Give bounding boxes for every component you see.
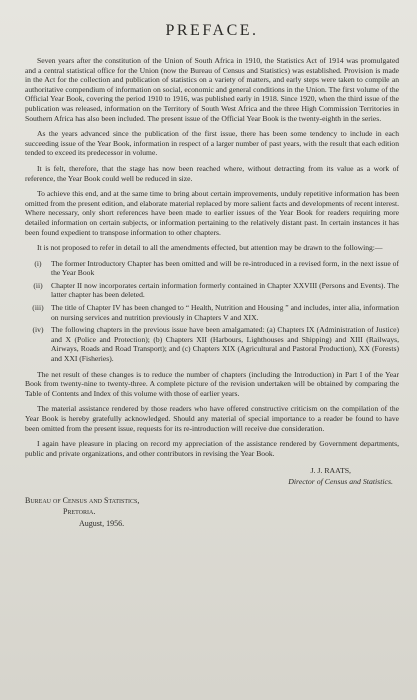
list-item — [25, 259, 399, 278]
paragraph-5: It is not proposed to refer in detail to all the amendments effected, but attention may be drawn to the following:— — [37, 243, 383, 253]
amendments-list — [25, 259, 399, 364]
list-item — [25, 281, 399, 300]
signer-name: J. J. RAATS, — [310, 466, 351, 476]
office-name: Bureau of Census and Statistics, — [25, 496, 140, 506]
list-item-text: The following chapters in the previous issue have been amalgamated: (a) Chapters IX (Administration of Justice) and X (Police and Protection); (b) Chapters XII (Harbours, Lighthouses and Shipping) and XIII (Railways, Airways, Roads and Road Transport); and (c) Chapters XIX (Agricultural and Pastoral Production), XX (Forests) and XXI (Fisheries). — [51, 325, 399, 364]
office-place: Pretoria. — [63, 507, 96, 517]
list-item-number: (ii) — [33, 280, 43, 290]
paragraph-4: To achieve this end, and at the same time to bring about certain improvements, unduly repetitive information has been omitted from the present edition, and elaborate material replaced by more salient facts and developments of recent interest. Where necessary, only short references have been made to earlier issues of the Year Book for readers requiring more detailed information on certain subjects, or information pertaining to the relatively distant past. In certain instances it has been found expedient to transpose information to other chapters. — [25, 189, 399, 237]
paragraph-8: I again have pleasure in placing on record my appreciation of the assistance rendered by Government departments, public and private organizations, and other contributors in revising the Year Book. — [25, 439, 399, 458]
list-item-text: The former Introductory Chapter has been omitted and will be re-introduced in a revised form, in the next issue of the Year Book — [51, 258, 399, 278]
paragraph-2: As the years advanced since the publication of the first issue, there has been some tendency to include in each succeeding issue of the Year Book, information in respect of a larger number of past years, with the result that each edition tended to exceed its predecessor in volume. — [25, 129, 399, 158]
paragraph-3: It is felt, therefore, that the stage has now been reached where, without detracting from its value as a work of reference, the Year Book could well be reduced in size. — [25, 163, 399, 183]
signer-title: Director of Census and Statistics. — [288, 477, 393, 487]
paragraph-7: The material assistance rendered by those readers who have offered constructive criticism on the compilation of the Year Book is hereby gratefully acknowledged. Should any material of special importance to a reader be found to have been omitted from the present issue, requests for its re-introduction will receive due consideration. — [25, 404, 399, 433]
paragraph-1: Seven years after the constitution of the Union of South Africa in 1910, the Statistics Act of 1914 was promulgated and a central statistical office for the Union (now the Bureau of Census and Statistics) was established. Provision is made in the Act for the collection and publication of statistics on a variety of matters, and early steps were taken to compile an authoritative compendium of information on social, economic and general conditions in the Union. The first volume of the Official Year Book, covering the period 1910 to 1916, was published early in 1918. Since 1920, when the third issue of the publication was released, information on the Territory of South West Africa and the three High Commission Territories in Southern Africa has also been included. The present issue of the Official Year Book is the twenty-eighth in the series. — [25, 56, 399, 123]
list-item-number: (iii) — [32, 303, 44, 313]
list-item-number: (iv) — [32, 325, 44, 335]
list-item — [25, 303, 399, 322]
list-item-text: Chapter II now incorporates certain information formerly contained in Chapter XXVIII (Persons and Events). The latter chapter has been deleted. — [51, 280, 399, 300]
preface-body — [25, 56, 399, 458]
paragraph-6: The net result of these changes is to reduce the number of chapters (including the Introduction) in Part I of the Year Book from twenty-nine to twenty-three. A complete picture of the revision undertaken will be obtained by comparing the Table of Contents and Index of this volume with those of earlier years. — [25, 369, 399, 398]
list-item — [25, 325, 399, 363]
page-title: PREFACE. — [165, 22, 259, 39]
list-item-text: The title of Chapter IV has been changed to “ Health, Nutrition and Housing ” and includes, inter alia, information on nursing services and nutrition previously in Chapters V and XIX. — [51, 303, 399, 322]
document-date: August, 1956. — [79, 519, 125, 529]
list-item-number: (i) — [34, 258, 42, 268]
signature-block — [25, 466, 399, 528]
